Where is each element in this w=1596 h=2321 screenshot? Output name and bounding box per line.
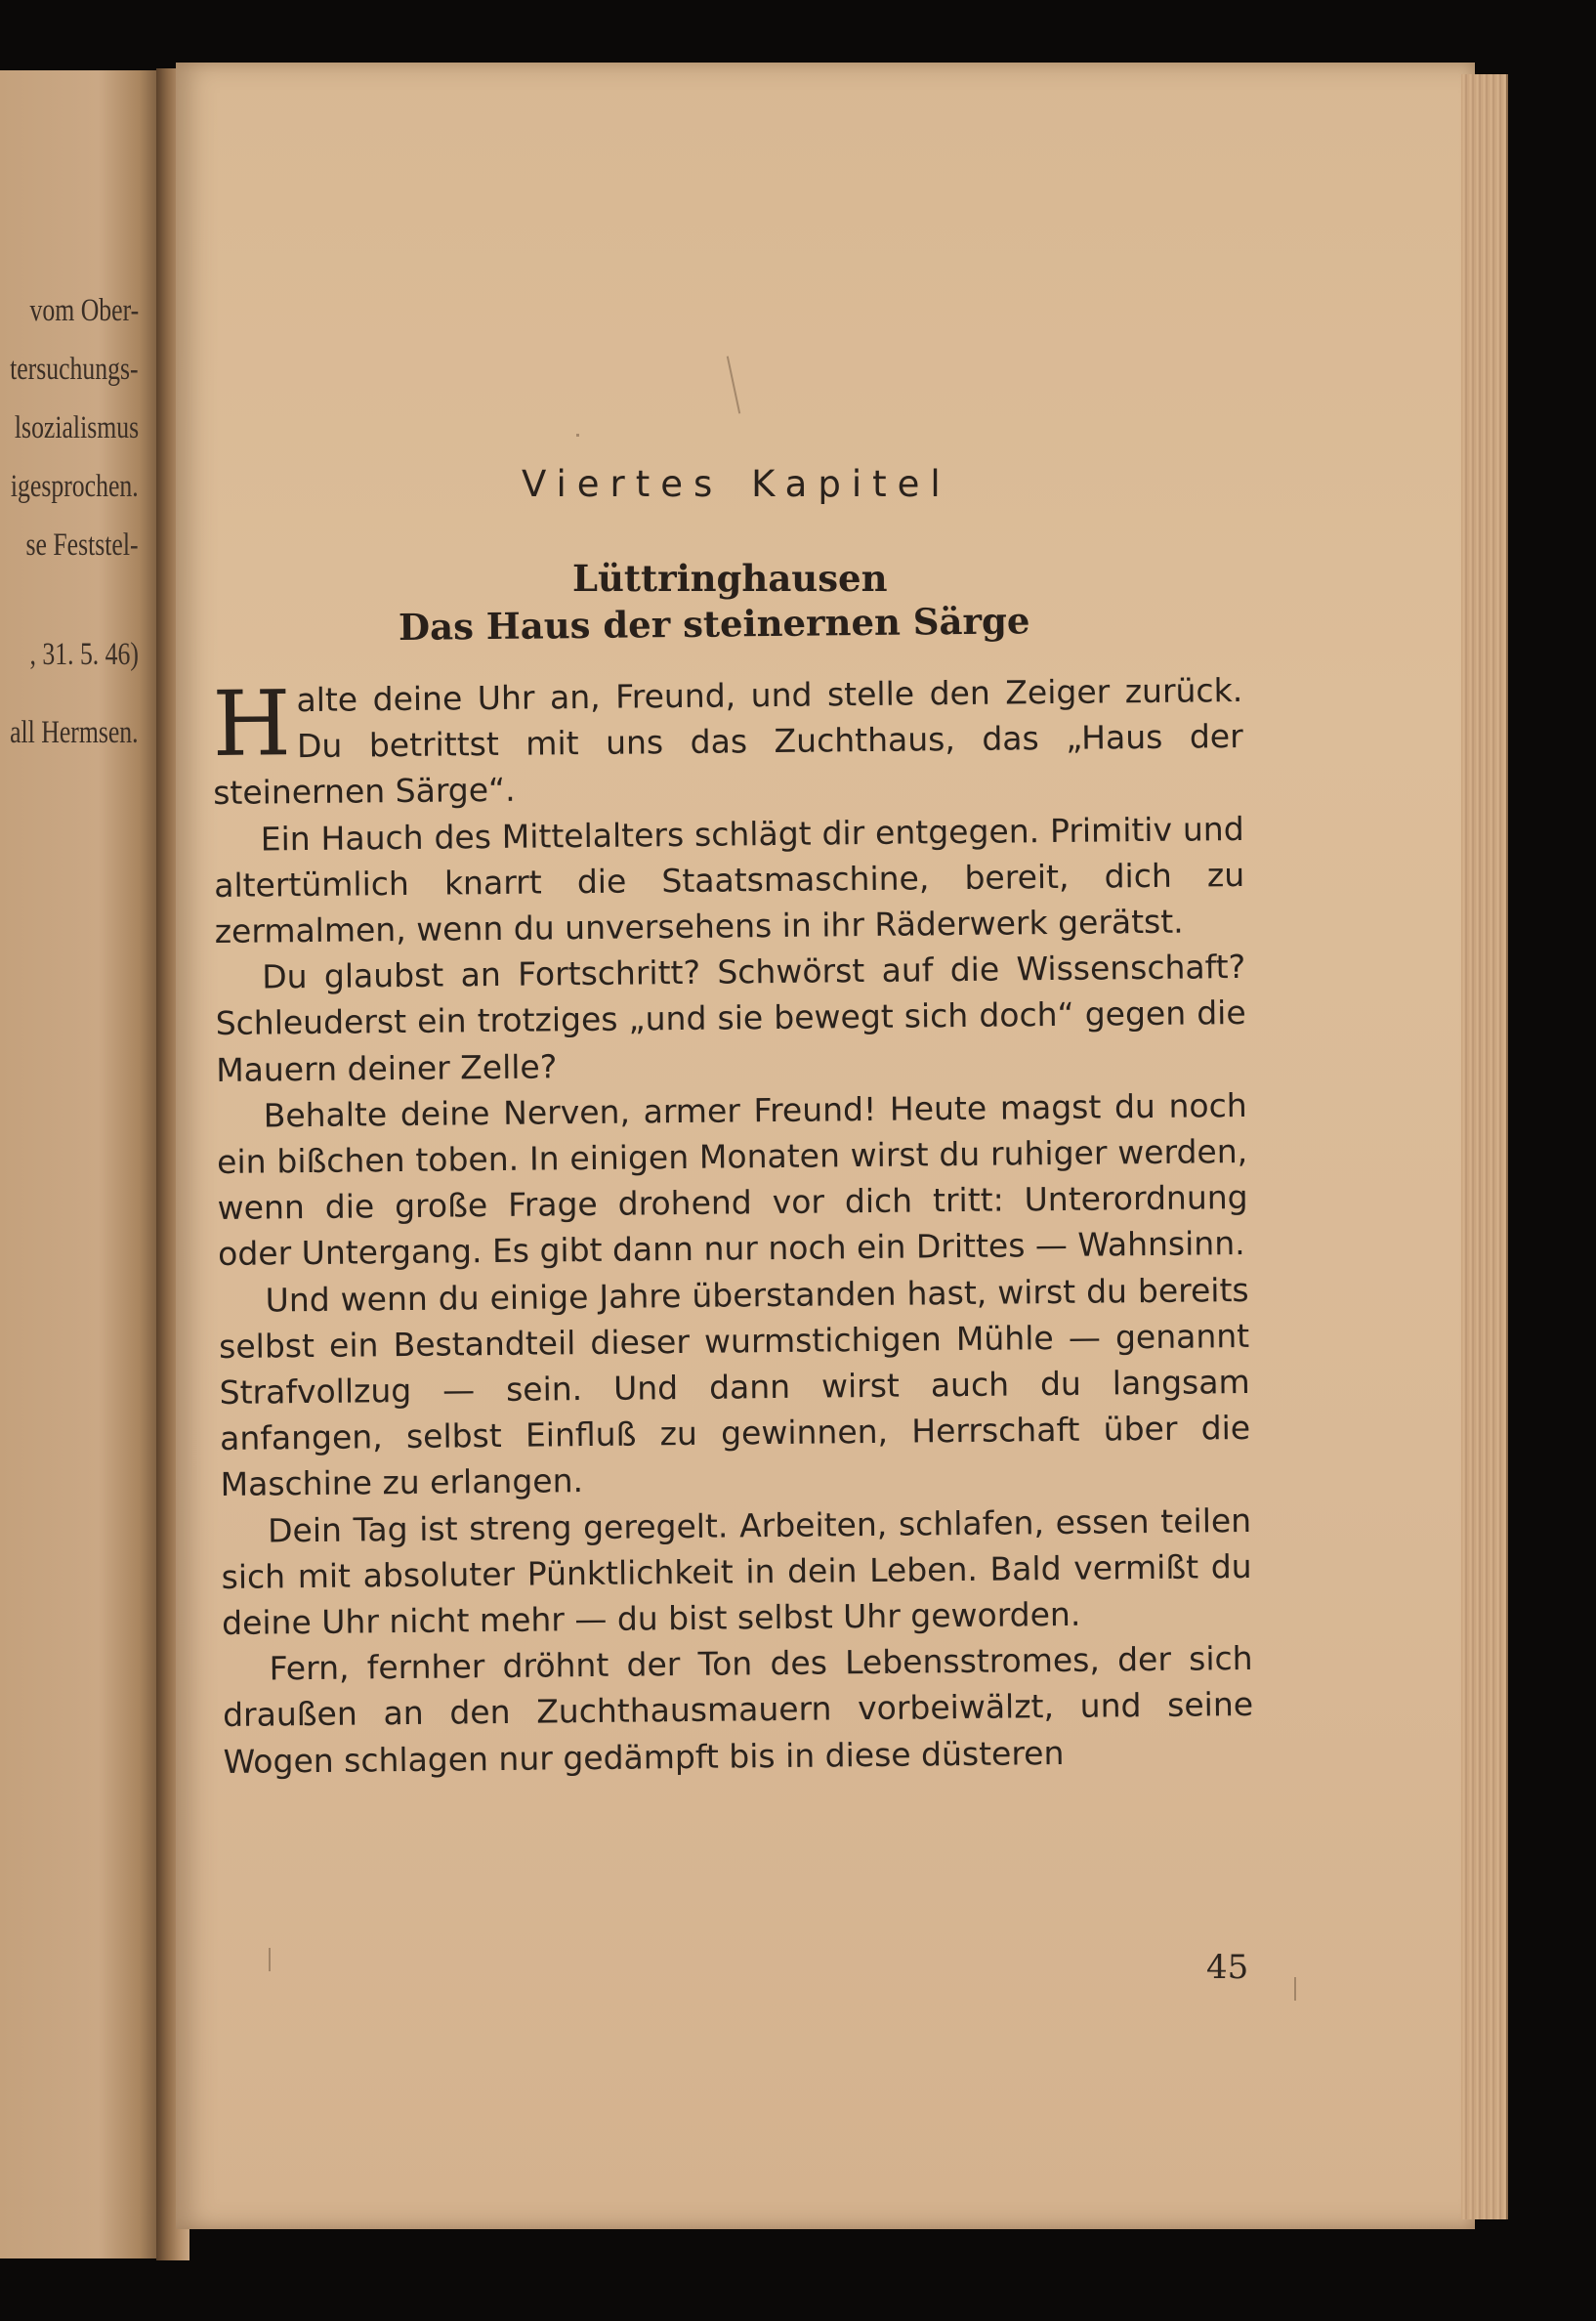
chapter-label: Viertes Kapitel: [522, 463, 951, 505]
left-page-fragment: se Feststel-: [25, 528, 139, 563]
paragraph: Und wenn du einige Jahre überstanden hast, wirst du bereits selbst ein Bestandteil dieser wurmstichigen Mühle — genannt Strafvollzug — sein. Und dann wirst auch du langsam anfangen, selbst Einfluß zu gewinnen, Herrschaft über die Maschine zu erlangen.: [218, 1270, 1251, 1504]
page-number: 45: [1206, 1948, 1249, 1987]
paper-speck: [727, 356, 740, 413]
paragraph: Dein Tag ist streng geregelt. Arbeiten, schlafen, essen teilen sich mit absoluter Pünktlichkeit in dein Leben. Bald vermißt du deine Uhr nicht mehr — du bist selbst Uhr geworden.: [221, 1500, 1252, 1643]
paragraph-text: alte deine Uhr an, Freund, und stelle den Zeiger zurück. Du betrittst mit uns das Zuchthaus, das „Haus der steinernen Särge“.: [213, 670, 1243, 813]
body-text: [212, 667, 1254, 1785]
left-page-fragment: igesprochen.: [11, 469, 139, 504]
left-page-fragment: vom Ober-: [29, 293, 139, 328]
chapter-title: Lüttringhausen: [572, 557, 888, 600]
left-page-fragment: tersuchungs-: [10, 352, 139, 387]
paper-speck: [576, 434, 579, 437]
paragraph: Ein Hauch des Mittelalters schlägt dir entgegen. Primitiv und altertümlich knarrt die Staatsmaschine, bereit, dich zu zermalmen, wenn du unversehens in ihr Räderwerk gerätst.: [214, 809, 1245, 951]
previous-page: [0, 70, 164, 2258]
drop-cap: H: [211, 671, 292, 777]
paragraph: [212, 667, 1243, 817]
paragraph: Du glaubst an Fortschritt? Schwörst auf die Wissenschaft? Schleuderst ein trotziges „und sie bewegt sich doch“ gegen die Mauern deiner Zelle?: [215, 948, 1246, 1089]
page-edges: [1461, 74, 1508, 2219]
chapter-subtitle: Das Haus der steinernen Särge: [398, 599, 1030, 649]
paper-speck: [1294, 1977, 1296, 2001]
left-page-fragment: all Hermsen.: [10, 715, 139, 750]
paragraph: Behalte deine Nerven, armer Freund! Heute magst du noch ein bißchen toben. In einigen Monaten wirst du ruhiger werden, wenn die große Frage drohend vor dich tritt: Unterordnung oder Untergang. Es gibt dann nur noch ein Drittes — Wahnsinn.: [216, 1085, 1248, 1274]
paragraph: Fern, fernher dröhnt der Ton des Lebensstromes, der sich draußen an den Zuchthausmauern vorbeiwälzt, und seine Wogen schlagen nur gedämpft bis in diese düsteren: [222, 1639, 1254, 1781]
left-page-fragment: , 31. 5. 46): [29, 637, 139, 672]
left-page-fragment: lsozialismus: [14, 410, 139, 445]
paper-speck: [269, 1948, 271, 1971]
